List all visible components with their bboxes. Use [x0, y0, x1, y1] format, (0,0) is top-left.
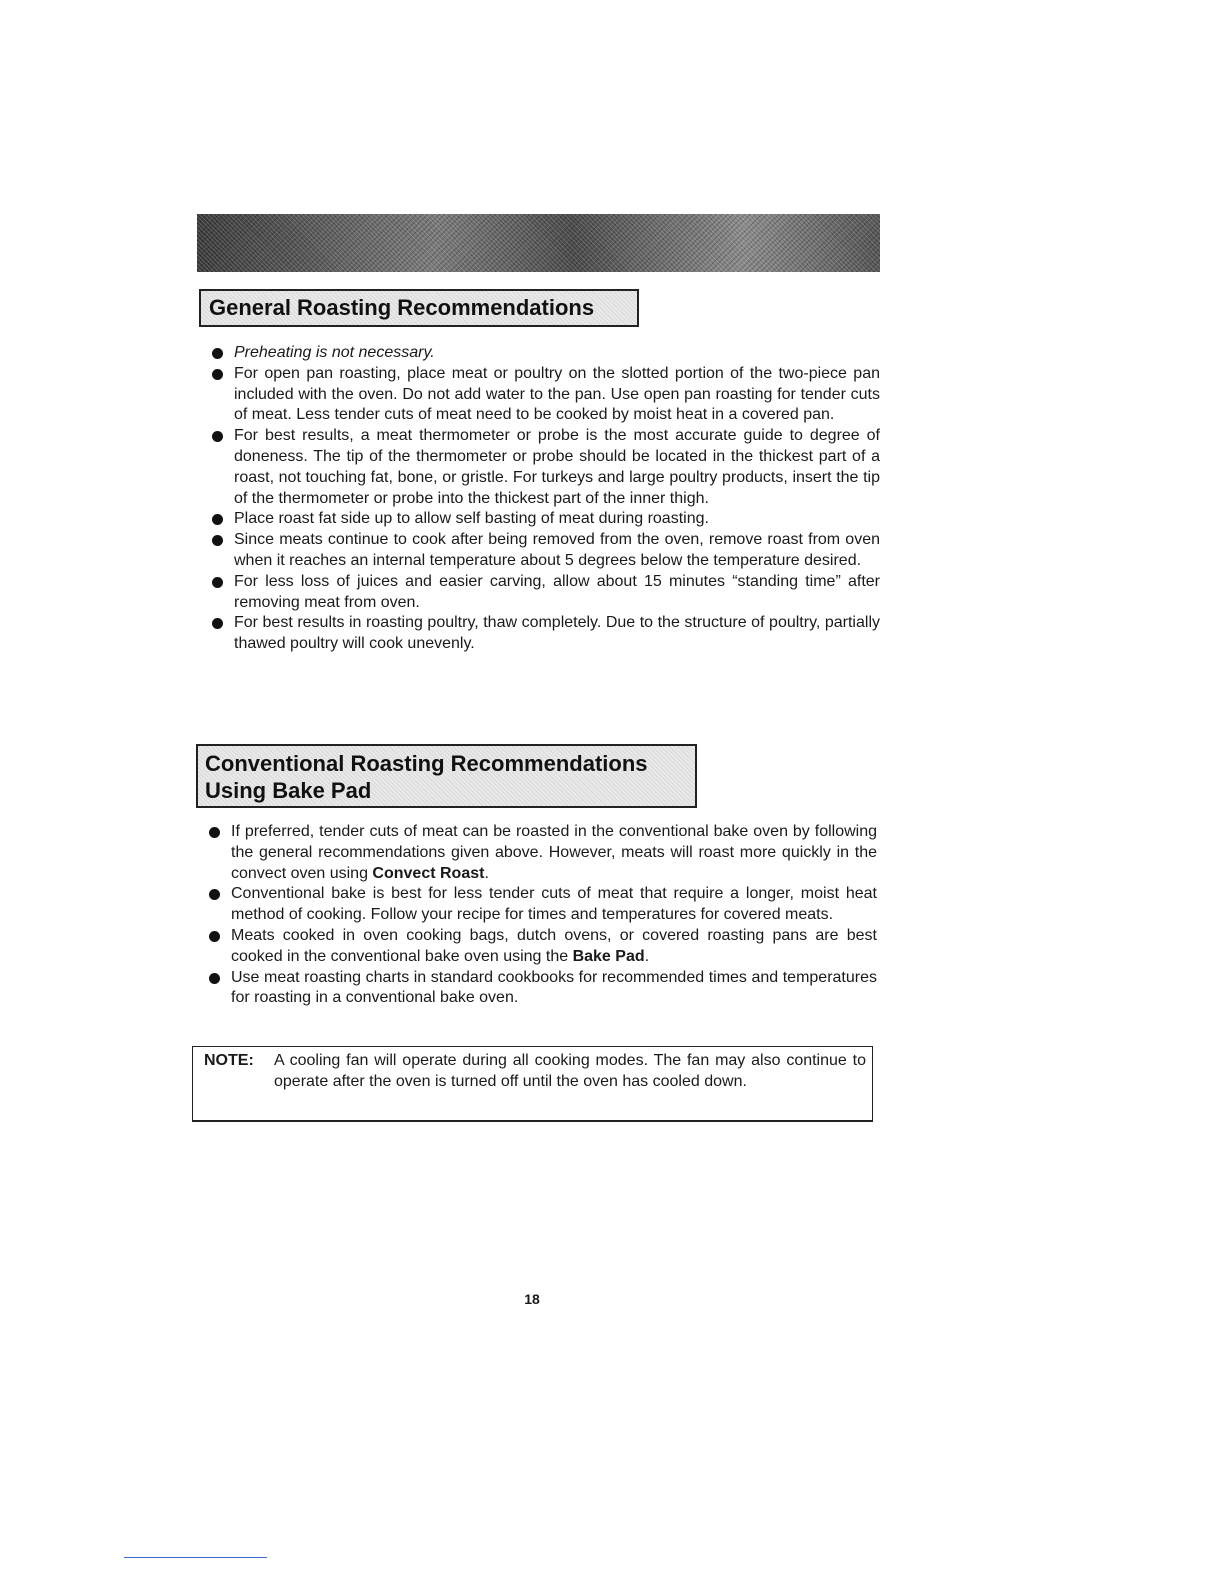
page-number: 18: [524, 1291, 540, 1307]
list-item-text: For open pan roasting, place meat or poultry on the slotted portion of the two-piece pan included with the oven. Do not add water to the pan. Use open pan roasting for tender cuts of meat. Less tender cuts of meat need to be cooked by moist heat in a covered pan.: [234, 364, 880, 424]
list-item-text: For best results, a meat thermometer or probe is the most accurate guide to degree of doneness. The tip of the thermometer or probe should be located in the thickest part of a roast, not touching fat, bone, or gristle. For turkeys and large poultry products, insert the tip of the thermometer or probe into the thickest part of the inner thigh.: [234, 427, 880, 507]
list-item-text-end: .: [644, 947, 650, 965]
section-title: General Roasting Recommendations: [209, 295, 595, 320]
bullet-icon: [212, 514, 223, 525]
bullet-icon: [209, 931, 220, 942]
list-item-text: Meats cooked in oven cooking bags, dutch ovens, or covered roasting pans are best cooked in the conventional bake oven using the: [231, 926, 877, 965]
note-text: A cooling fan will operate during all cooking modes. The fan may also continue to operate after the oven is turned off until the oven has cooled down.: [274, 1052, 866, 1090]
list-item: [212, 364, 880, 426]
list-item-text: If preferred, tender cuts of meat can be roasted in the conventional bake oven by following the general recommendations given above. However, meats will roast more quickly in the convect oven using: [231, 823, 877, 882]
general-roasting-list: [212, 343, 880, 655]
list-item-text: For less loss of juices and easier carving, allow about 15 minutes “standing time” after removing meat from oven.: [234, 572, 880, 611]
list-item: [212, 613, 880, 655]
bullet-icon: [212, 535, 223, 546]
conventional-roasting-list: [209, 822, 877, 1009]
note-box: [192, 1046, 873, 1122]
list-item: [212, 343, 880, 364]
list-item: [209, 926, 877, 968]
bullet-icon: [209, 827, 220, 838]
list-item-text: For best results in roasting poultry, thaw completely. Due to the structure of poultry, partially thawed poultry will cook unevenly.: [234, 614, 880, 653]
list-item-text: Use meat roasting charts in standard cookbooks for recommended times and temperatures for roasting in a conventional bake oven.: [231, 968, 877, 1007]
section-title-line-2: Using Bake Pad: [205, 778, 372, 803]
bullet-icon: [212, 431, 223, 442]
bullet-icon: [209, 889, 220, 900]
list-item: [212, 426, 880, 509]
bullet-icon: [212, 369, 223, 380]
bullet-icon: [212, 577, 223, 588]
list-item-text-end: .: [484, 864, 489, 882]
section-heading-conventional-roasting: [196, 744, 697, 808]
list-item-bold-text: Convect Roast: [372, 864, 485, 882]
list-item-text: Conventional bake is best for less tender cuts of meat that require a longer, moist heat method of cooking. Follow your recipe for times and temperatures for covered meats.: [231, 885, 877, 924]
list-item: [212, 530, 880, 572]
bullet-icon: [212, 618, 223, 629]
list-item: [212, 509, 880, 530]
list-item: [212, 572, 880, 614]
header-banner: [197, 214, 880, 272]
list-item-text: Preheating is not necessary.: [234, 344, 435, 361]
section-title-line-1: Conventional Roasting Recommendations: [205, 751, 648, 776]
list-item: [209, 968, 877, 1010]
section-heading-general-roasting: [199, 289, 639, 327]
list-item-text: Place roast fat side up to allow self basting of meat during roasting.: [234, 510, 709, 528]
bullet-icon: [209, 973, 220, 984]
list-item: [209, 822, 877, 884]
footer-divider: [124, 1557, 267, 1558]
bullet-icon: [212, 348, 223, 359]
list-item-bold-text: Bake Pad: [572, 947, 645, 965]
list-item-text: Since meats continue to cook after being removed from the oven, remove roast from oven when it reaches an internal temperature about 5 degrees below the temperature desired.: [234, 531, 880, 569]
list-item: [209, 884, 877, 926]
note-label: NOTE:: [204, 1052, 254, 1069]
